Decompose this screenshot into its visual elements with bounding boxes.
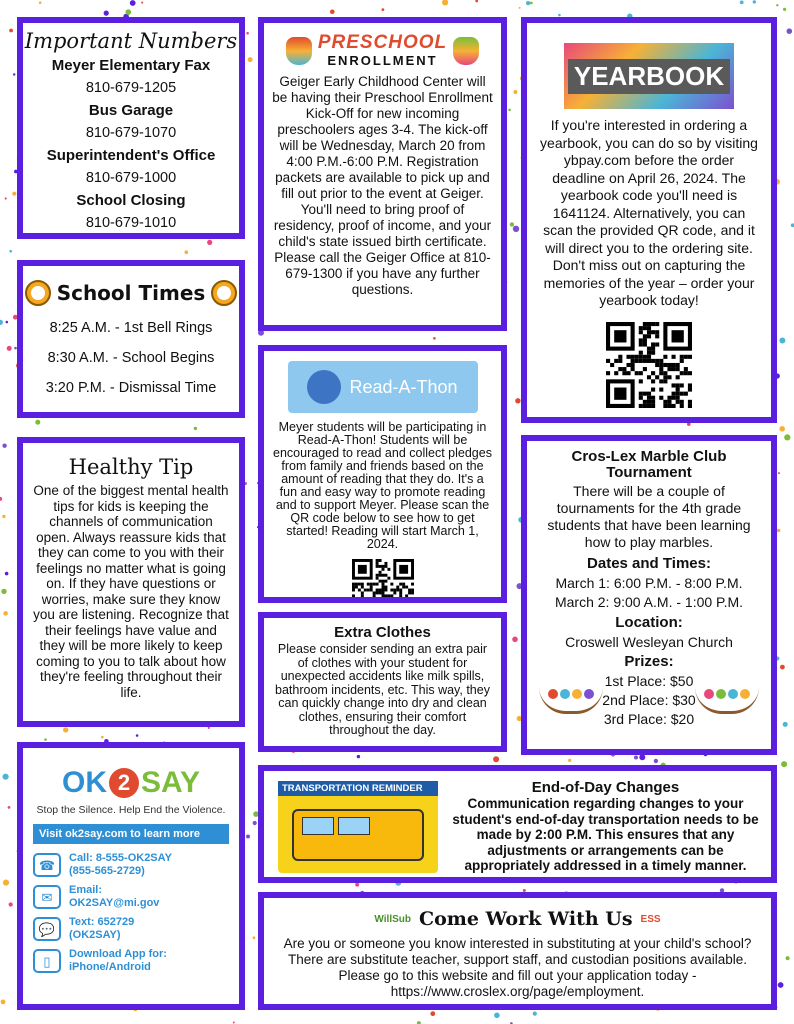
come-work-header — [276, 908, 759, 930]
confetti-dot — [357, 755, 360, 758]
end-of-day-box — [258, 765, 777, 883]
ok2say-logo-2: 2 — [109, 768, 139, 798]
confetti-dot — [39, 1, 42, 4]
confetti-dot — [3, 774, 9, 780]
confetti-dot — [0, 497, 2, 501]
confetti-dot — [778, 472, 780, 474]
confetti-dot — [35, 420, 40, 425]
confetti-dot — [776, 4, 778, 6]
confetti-dot — [126, 9, 132, 15]
yearbook-body: If you're interested in ordering a yearbook, you can do so by visiting ybpay.com before the order deadline on April 26, 2024. The yearbook code you'll need is 1641124. Alternatively, you can scan the provided QR code, and it will direct you to the ordering site. Don't miss out on capturing the memories of the year – order your yearbook today! — [540, 117, 758, 308]
envelope-icon: ✉ — [33, 885, 61, 909]
marbles-icon — [539, 687, 603, 714]
confetti-dot — [355, 883, 359, 887]
dates-heading: Dates and Times: — [587, 555, 711, 572]
ok2say-tagline: Stop the Silence. Help End the Violence. — [36, 804, 226, 816]
confetti-dot — [9, 902, 13, 906]
extra-clothes-box — [258, 612, 507, 752]
important-numbers-box — [17, 17, 245, 239]
confetti-dot — [634, 756, 638, 760]
confetti-dot — [13, 73, 15, 75]
confetti-dot — [3, 611, 8, 616]
prize-line: 2nd Place: $30 — [602, 692, 696, 708]
yearbook-box — [521, 17, 777, 423]
end-of-day-content — [450, 779, 761, 874]
confetti-dot — [136, 734, 139, 737]
bus-garage-label: Bus Garage — [88, 102, 174, 119]
confetti-dot — [508, 109, 511, 112]
mouse-mascot-icon — [307, 370, 341, 404]
end-of-day-body: Communication regarding changes to your student's end-of-day transportation needs to be made by 2:00 P.M. This ensures that any adjustments or arrangements can be appropriately addressed in a timely manner. — [452, 796, 759, 873]
ok2say-logo — [33, 766, 229, 800]
confetti-dot — [233, 1022, 235, 1024]
school-bus-icon — [292, 809, 424, 861]
confetti-dot — [246, 835, 250, 839]
healthy-tip-body: One of the biggest mental health tips for kids is keeping the channels of communication open. Always reassure kids that they can come to you with their feelings no matter what is going on. If they have questions or worries, make sure they know you are listening. Recognize that their feelings have value and they will be more likely to keep coming to you to talk about how they're feeling throughout their life. — [33, 483, 229, 700]
confetti-dot — [558, 14, 561, 17]
confetti-dot — [777, 529, 781, 533]
ok2say-email-row — [33, 884, 229, 910]
confetti-dot — [654, 759, 658, 763]
marble-club-box — [521, 435, 777, 755]
confetti-dot — [493, 756, 499, 762]
marbles-icon — [695, 687, 759, 714]
confetti-dot — [382, 8, 385, 11]
smartphone-icon: ▯ — [33, 949, 61, 973]
confetti-dot — [330, 10, 335, 15]
marble-club-title: Cros-Lex Marble Club Tournament — [571, 448, 727, 481]
extra-clothes-body: Please consider sending an extra pair of clothes with your student for unexpected accidents like milk spills, bathroom incidents, etc. This way, they can quickly change into dry and clean clothes, ensuring their comfort throughout the day. — [275, 642, 490, 737]
location-heading: Location: — [615, 614, 683, 631]
alarm-clock-icon — [211, 280, 237, 306]
willsub-logo: WillSub — [374, 913, 411, 925]
ok2say-logo-say: SAY — [141, 766, 200, 799]
transportation-reminder-banner: TRANSPORTATION REMINDER — [278, 781, 438, 796]
confetti-dot — [530, 2, 533, 5]
confetti-dot — [778, 982, 784, 988]
confetti-dot — [9, 250, 12, 253]
confetti-dot — [533, 1012, 537, 1016]
alarm-clock-icon — [25, 280, 51, 306]
confetti-dot — [781, 761, 787, 767]
end-of-day-title: End-of-Day Changes — [531, 779, 680, 796]
confetti-dot — [515, 398, 520, 403]
confetti-dot — [442, 0, 448, 6]
date-line: March 1: 6:00 P.M. - 8:00 P.M. — [555, 575, 743, 591]
confetti-dot — [510, 222, 514, 226]
handprint-icon — [453, 37, 479, 65]
ok2say-visit-link[interactable]: Visit ok2say.com to learn more — [33, 824, 229, 844]
preschool-enrollment-box — [258, 17, 507, 331]
school-bus-image — [278, 781, 438, 873]
confetti-dot — [740, 1, 744, 5]
preschool-title-block — [318, 33, 447, 68]
prizes-heading: Prizes: — [624, 653, 674, 670]
confetti-dot — [2, 515, 5, 518]
preschool-header — [272, 33, 493, 68]
come-work-title: Come Work With Us — [419, 908, 633, 930]
confetti-dot — [9, 29, 13, 33]
ok2say-call-row — [33, 852, 229, 878]
confetti-dot — [208, 727, 210, 729]
phone-icon: ☎ — [33, 853, 61, 877]
confetti-dot — [253, 821, 257, 825]
school-closing-number: 810-679-1010 — [85, 215, 177, 231]
confetti-dot — [786, 956, 790, 960]
confetti-dot — [248, 57, 253, 62]
prize-line: 1st Place: $50 — [604, 673, 694, 689]
confetti-dot — [783, 722, 788, 727]
confetti-dot — [104, 11, 109, 16]
confetti-dot — [519, 7, 521, 9]
confetti-dot — [7, 346, 12, 351]
confetti-dot — [784, 434, 790, 440]
read-a-thon-banner-text: Read-A-Thon — [349, 376, 458, 397]
prizes-list — [535, 673, 763, 727]
confetti-dot — [526, 1, 530, 5]
ok2say-call: Call: 8-555-OK2SAY (855-565-2729) — [69, 852, 172, 877]
school-times-header — [23, 280, 239, 306]
confetti-dot — [207, 240, 212, 245]
chat-bubble-icon: 💬 — [33, 917, 61, 941]
ess-logo: ESS — [640, 913, 661, 925]
confetti-dot — [513, 226, 519, 232]
ok2say-text: Text: 652729 (OK2SAY) — [69, 916, 135, 941]
fax-number: 810-679-1205 — [85, 80, 177, 96]
confetti-dot — [0, 320, 3, 325]
read-a-thon-body: Meyer students will be participating in Read-A-Thon! Students will be encouraged to read and collect pledges from family and friends based on the amount of reading that they do. It's a fun and easy way to promote reading and to support Meyer. Please scan the QR code below to see how to get started! Reading will start March 1, 2024. — [273, 420, 492, 551]
confetti-dot — [779, 338, 785, 344]
confetti-dot — [512, 637, 518, 643]
date-line: March 2: 9:00 A.M. - 1:00 P.M. — [554, 594, 744, 610]
confetti-dot — [8, 806, 11, 809]
confetti-dot — [783, 8, 786, 11]
marble-club-body: There will be a couple of tournaments for the 4th grade students that have been learning how to play marbles. — [547, 483, 751, 550]
extra-clothes-title: Extra Clothes — [334, 624, 431, 641]
confetti-dot — [753, 0, 756, 3]
confetti-dot — [5, 197, 7, 199]
important-numbers-title: Important Numbers — [24, 29, 238, 53]
preschool-subtitle: ENROLLMENT — [327, 53, 438, 68]
confetti-dot — [185, 250, 189, 254]
confetti-dot — [44, 738, 47, 741]
confetti-dot — [12, 192, 16, 196]
confetti-dot — [780, 665, 785, 670]
preschool-title: PRESCHOOL — [317, 32, 448, 53]
confetti-dot — [63, 727, 68, 732]
healthy-tip-title: Healthy Tip — [68, 455, 194, 479]
come-work-box — [258, 892, 777, 1010]
read-a-thon-banner — [288, 361, 478, 413]
confetti-dot — [1, 1000, 6, 1005]
confetti-dot — [6, 321, 9, 324]
confetti-dot — [779, 426, 785, 432]
ok2say-app-row — [33, 948, 229, 974]
confetti-dot — [787, 28, 793, 34]
confetti-dot — [141, 2, 143, 4]
fax-label: Meyer Elementary Fax — [51, 57, 211, 74]
location-text: Croswell Wesleyan Church — [565, 634, 733, 650]
yearbook-logo-text: YEARBOOK — [568, 59, 730, 94]
school-closing-label: School Closing — [76, 192, 186, 209]
confetti-dot — [3, 880, 9, 886]
time-row: 8:30 A.M. - School Begins — [47, 350, 215, 366]
school-times-box — [17, 260, 245, 418]
ok2say-app: Download App for: iPhone/Android — [69, 948, 167, 973]
ok2say-logo-ok: OK — [62, 766, 108, 799]
confetti-dot — [568, 759, 571, 762]
confetti-dot — [194, 427, 197, 430]
read-a-thon-qr-code[interactable] — [352, 559, 414, 603]
yearbook-logo — [564, 43, 734, 109]
superintendent-number: 810-679-1000 — [85, 170, 177, 186]
prize-line: 3rd Place: $20 — [603, 711, 695, 727]
handprint-icon — [286, 37, 312, 65]
confetti-dot — [253, 936, 256, 939]
yearbook-qr-code[interactable] — [606, 322, 692, 408]
preschool-body: Geiger Early Childhood Center will be having their Preschool Enrollment Kick-Off for new incoming preschoolers ages 3-4. The kick-off will be Wednesday, March 20 from 4:00 P.M.-6:00 P.M. Registration packets are available to pick up and fill out prior to the event at Geiger. You'll need to bring proof of residency, proof of income, and your child's state issued birth certificate. Please call the Geiger Office at 810-679-1300 if you have any further questions. — [272, 74, 493, 297]
ok2say-email: Email: OK2SAY@mi.gov — [69, 884, 160, 909]
ok2say-text-row — [33, 916, 229, 942]
confetti-dot — [494, 1013, 500, 1019]
confetti-dot — [246, 32, 249, 35]
time-row: 3:20 P.M. - Dismissal Time — [45, 380, 217, 396]
confetti-dot — [430, 1011, 435, 1016]
confetti-dot — [639, 754, 645, 760]
confetti-dot — [475, 0, 478, 2]
superintendent-label: Superintendent's Office — [46, 147, 216, 164]
time-row: 8:25 A.M. - 1st Bell Rings — [49, 320, 213, 336]
read-a-thon-box — [258, 345, 507, 603]
confetti-dot — [130, 0, 136, 6]
come-work-body: Are you or someone you know interested in substituting at your child's school? There are substitute teacher, support staff, and custodian positions available. Please go to this website and fill out your application today - https://www.croslex.org/page/employment. — [283, 936, 752, 999]
confetti-dot — [2, 444, 6, 448]
bus-garage-number: 810-679-1070 — [85, 125, 177, 141]
confetti-dot — [101, 736, 104, 739]
healthy-tip-box — [17, 437, 245, 727]
confetti-dot — [5, 572, 9, 576]
school-times-title: School Times — [56, 281, 206, 305]
confetti-dot — [433, 337, 436, 340]
confetti-dot — [1, 589, 6, 594]
ok2say-box — [17, 742, 245, 1010]
confetti-dot — [513, 90, 517, 94]
